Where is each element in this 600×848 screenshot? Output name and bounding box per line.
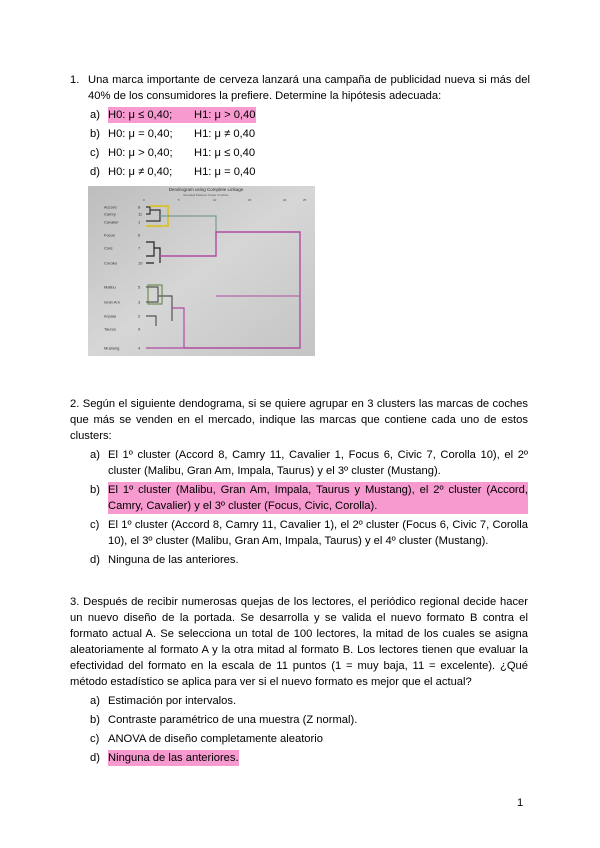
question-3-options bbox=[90, 693, 528, 766]
leaf-label: Taurus bbox=[104, 326, 117, 332]
svg-text:15: 15 bbox=[248, 198, 252, 202]
question-1-options bbox=[90, 107, 530, 180]
leaf-label: Focus bbox=[104, 232, 115, 238]
question-3-option-c[interactable]: c) ANOVA de diseño completamente aleatorio bbox=[90, 733, 323, 745]
question-2-option-a[interactable]: a) El 1º cluster (Accord 8, Camry 11, Cavalier 1, Focus 6, Civic 7, Corolla 10), el 2º cluster (Malibu, Gran Am, Impala, Taurus) y el 3º cluster (Mustang). bbox=[90, 449, 528, 477]
dendrogram-title: Dendrogram using Complete Linkage bbox=[168, 187, 244, 192]
answer-highlight: El 1º cluster (Malibu, Gran Am, Impala, Taurus y Mustang), el 2º cluster (Accord, Camry, Cavalier) y el 3º cluster (Focus, Civic, Corolla). bbox=[108, 484, 528, 512]
leaf-label: Accord bbox=[104, 204, 117, 210]
photo-background bbox=[88, 186, 315, 356]
leaf-label: Gran Am bbox=[104, 299, 120, 305]
leaf-label: Civic bbox=[104, 245, 113, 251]
leaf-label: Camry bbox=[104, 211, 116, 217]
question-2-option-b[interactable]: b) El 1º cluster (Malibu, Gran Am, Impala, Taurus y Mustang), el 2º cluster (Accord, Camry, Cavalier) y el 3º cluster (Focus, Civic, Corolla). bbox=[90, 484, 528, 512]
leaf-case-number: 5 bbox=[138, 284, 141, 290]
dendrogram-subtitle: Rescaled Distance Cluster Combine bbox=[183, 193, 229, 197]
leaf-label: Cavalier bbox=[104, 219, 119, 225]
dendrogram-figure bbox=[88, 186, 315, 356]
question-1-option-d[interactable]: d) H0: μ ≠ 0,40; H1: μ = 0,40 bbox=[90, 166, 256, 178]
leaf-case-number: 11 bbox=[138, 211, 143, 217]
leaf-case-number: 6 bbox=[138, 232, 141, 238]
question-1-option-a[interactable]: a) H0: μ ≤ 0,40; H1: μ > 0,40 bbox=[90, 109, 256, 121]
leaf-case-number: 7 bbox=[138, 245, 141, 251]
question-3 bbox=[70, 594, 528, 769]
svg-text:20: 20 bbox=[283, 198, 287, 202]
svg-text:0: 0 bbox=[143, 198, 145, 202]
page-number: 1 bbox=[517, 797, 524, 809]
answer-highlight: H0: μ ≤ 0,40; H1: μ > 0,40 bbox=[108, 109, 256, 121]
question-2-option-c[interactable]: c) El 1º cluster (Accord 8, Camry 11, Cavalier 1), el 2º cluster (Focus 6, Civic 7, Corolla 10), el 3º cluster (Malibu, Gran Am, Impala, Taurus) y el 4º cluster (Mustang). bbox=[90, 519, 528, 547]
question-3-option-b[interactable]: b) Contraste paramétrico de una muestra (Z normal). bbox=[90, 714, 358, 726]
leaf-case-number: 1 bbox=[138, 219, 141, 225]
question-1-stem: Una marca importante de cerveza lanzará una campaña de publicidad nueva si más del 40% de los consumidores la prefiere. Determine la hipótesis adecuada: bbox=[88, 74, 530, 102]
leaf-case-number: 3 bbox=[138, 299, 141, 305]
leaf-label: Corolla bbox=[104, 260, 117, 266]
answer-highlight: Ninguna de las anteriores. bbox=[108, 752, 239, 764]
leaf-label: Malibu bbox=[104, 284, 116, 290]
question-2 bbox=[70, 396, 528, 571]
question-2-options bbox=[90, 447, 528, 568]
leaf-case-number: 2 bbox=[138, 313, 141, 319]
leaf-case-number: 10 bbox=[138, 260, 143, 266]
svg-text:25: 25 bbox=[303, 198, 307, 202]
question-3-stem: 3. Después de recibir numerosas quejas de los lectores, el periódico regional decide hacer un nuevo diseño de la portada. Se desarrolla y se valida el nuevo formato B contra el formato actual A. Se selecciona un total de 100 lectores, la mitad de los cuales se asigna aleatoriamente al formato A y la otra mitad al formato B. Los lectores tienen que evaluar la efectividad del formato en la escala de 11 puntos (1 = muy baja, 11 = excelente). ¿Qué método estadístico se aplica para ver si el nuevo formato es mejor que el actual? bbox=[70, 596, 528, 688]
question-1-number: 1. bbox=[70, 74, 80, 86]
leaf-case-number: 8 bbox=[138, 204, 141, 210]
svg-text:5: 5 bbox=[178, 198, 180, 202]
question-3-option-d[interactable]: d) Ninguna de las anteriores. bbox=[90, 752, 239, 764]
leaf-label: Impala bbox=[104, 313, 117, 319]
question-1-option-b[interactable]: b) H0: μ = 0,40; H1: μ ≠ 0,40 bbox=[90, 128, 256, 140]
question-2-option-d[interactable]: d) Ninguna de las anteriores. bbox=[90, 554, 239, 566]
question-3-option-a[interactable]: a) Estimación por intervalos. bbox=[90, 695, 237, 707]
dendrogram-photo bbox=[88, 186, 315, 356]
svg-text:10: 10 bbox=[213, 198, 217, 202]
question-1-option-c[interactable]: c) H0: μ > 0,40; H1: μ ≤ 0,40 bbox=[90, 147, 256, 159]
leaf-case-number: 9 bbox=[138, 326, 141, 332]
question-1 bbox=[70, 72, 530, 183]
leaf-label: Mustang bbox=[104, 345, 120, 351]
question-2-stem: 2. Según el siguiente dendograma, si se quiere agrupar en 3 clusters las marcas de coches que más se venden en el mercado, indique las marcas que contiene cada uno de estos clusters: bbox=[70, 398, 528, 442]
leaf-case-number: 4 bbox=[138, 345, 141, 351]
